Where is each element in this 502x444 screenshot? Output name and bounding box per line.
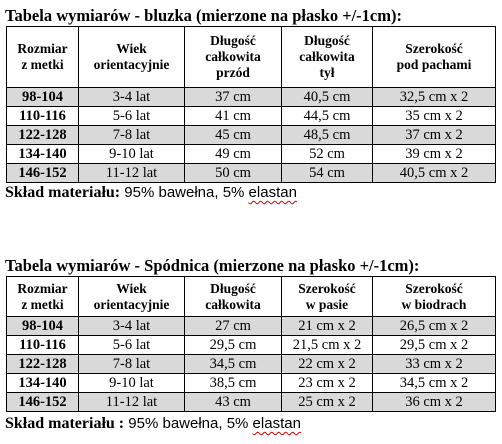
measure-cell: 52 cm	[282, 145, 373, 164]
blouse-size-table	[6, 26, 496, 183]
age-cell: 3-4 lat	[79, 88, 185, 107]
age-cell: 3-4 lat	[79, 317, 185, 336]
measure-cell: 40,5 cm	[282, 88, 373, 107]
table-row	[7, 126, 496, 145]
table-row	[7, 317, 496, 336]
size-cell: 134-140	[7, 145, 79, 164]
measure-cell: 26,5 cm x 2	[373, 317, 496, 336]
measure-cell: 33 cm x 2	[373, 355, 496, 374]
table-row	[7, 164, 496, 183]
skirt-material-info	[5, 415, 301, 433]
measure-cell: 25 cm x 2	[282, 393, 373, 412]
measure-cell: 41 cm	[185, 107, 282, 126]
age-cell: 11-12 lat	[79, 393, 185, 412]
size-cell: 134-140	[7, 374, 79, 393]
header-age: Wiek orientacyjnie	[79, 277, 185, 317]
material-flagged-word: elastan	[248, 184, 297, 201]
table-row	[7, 336, 496, 355]
table-row	[7, 145, 496, 164]
age-cell: 5-6 lat	[79, 107, 185, 126]
table-header-row	[7, 27, 496, 88]
measure-cell: 44,5 cm	[282, 107, 373, 126]
measure-cell: 48,5 cm	[282, 126, 373, 145]
measure-cell: 29,5 cm x 2	[373, 336, 496, 355]
measure-cell: 38,5 cm	[185, 374, 282, 393]
measure-cell: 37 cm	[185, 88, 282, 107]
header-chest-width: Szerokość pod pachami	[373, 27, 496, 88]
header-length-back: Długość całkowita tył	[282, 27, 373, 88]
age-cell: 9-10 lat	[79, 145, 185, 164]
header-waist-width: Szerokość w pasie	[282, 277, 373, 317]
measure-cell: 35 cm x 2	[373, 107, 496, 126]
table-row	[7, 393, 496, 412]
size-cell: 146-152	[7, 393, 79, 412]
measure-cell: 49 cm	[185, 145, 282, 164]
size-cell: 110-116	[7, 336, 79, 355]
material-text: 95% bawełna, 5%	[120, 184, 249, 201]
measure-cell: 43 cm	[185, 393, 282, 412]
measure-cell: 36 cm x 2	[373, 393, 496, 412]
age-cell: 9-10 lat	[79, 374, 185, 393]
measure-cell: 50 cm	[185, 164, 282, 183]
age-cell: 5-6 lat	[79, 336, 185, 355]
size-cell: 110-116	[7, 107, 79, 126]
age-cell: 7-8 lat	[79, 126, 185, 145]
table-row	[7, 107, 496, 126]
measure-cell: 37 cm x 2	[373, 126, 496, 145]
header-total-length: Długość całkowita	[185, 277, 282, 317]
measure-cell: 54 cm	[282, 164, 373, 183]
skirt-size-table	[6, 276, 496, 412]
skirt-table-title: Tabela wymiarów - Spódnica (mierzone na płasko +/-1cm):	[5, 256, 420, 275]
material-label: Skład materiału :	[5, 415, 125, 432]
blouse-table-title: Tabela wymiarów - bluzka (mierzone na płasko +/-1cm):	[5, 6, 402, 25]
size-cell: 98-104	[7, 317, 79, 336]
header-size: Rozmiar z metki	[7, 27, 79, 88]
measure-cell: 34,5 cm x 2	[373, 374, 496, 393]
material-label: Skład materiału:	[5, 184, 121, 201]
measure-cell: 45 cm	[185, 126, 282, 145]
age-cell: 7-8 lat	[79, 355, 185, 374]
table-header-row	[7, 277, 496, 317]
measure-cell: 21 cm x 2	[282, 317, 373, 336]
measure-cell: 21,5 cm x 2	[282, 336, 373, 355]
measure-cell: 29,5 cm	[185, 336, 282, 355]
measure-cell: 27 cm	[185, 317, 282, 336]
size-cell: 122-128	[7, 355, 79, 374]
measure-cell: 34,5 cm	[185, 355, 282, 374]
header-age: Wiek orientacyjnie	[79, 27, 185, 88]
material-text: 95% bawełna, 5%	[124, 415, 253, 432]
size-cell: 146-152	[7, 164, 79, 183]
blouse-material-info	[5, 184, 297, 202]
table-row	[7, 88, 496, 107]
blouse-table-body	[7, 88, 496, 183]
age-cell: 11-12 lat	[79, 164, 185, 183]
size-cell: 98-104	[7, 88, 79, 107]
header-length-front: Długość całkowita przód	[185, 27, 282, 88]
table-row	[7, 355, 496, 374]
table-row	[7, 374, 496, 393]
measure-cell: 39 cm x 2	[373, 145, 496, 164]
measure-cell: 32,5 cm x 2	[373, 88, 496, 107]
measure-cell: 22 cm x 2	[282, 355, 373, 374]
size-cell: 122-128	[7, 126, 79, 145]
header-size: Rozmiar z metki	[7, 277, 79, 317]
material-flagged-word: elastan	[252, 415, 301, 432]
measure-cell: 23 cm x 2	[282, 374, 373, 393]
measure-cell: 40,5 cm x 2	[373, 164, 496, 183]
header-hip-width: Szerokość w biodrach	[373, 277, 496, 317]
skirt-table-body	[7, 317, 496, 412]
